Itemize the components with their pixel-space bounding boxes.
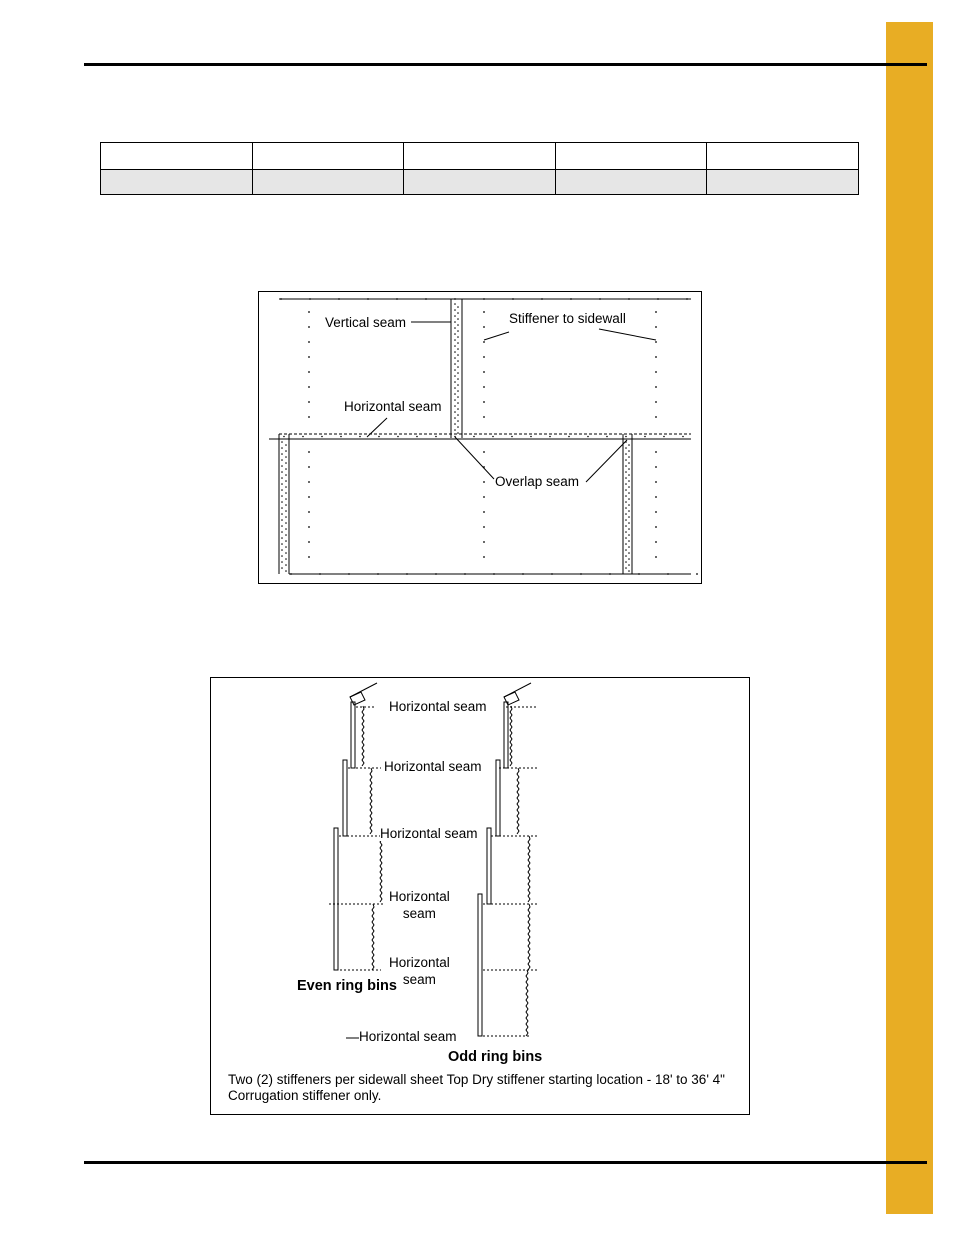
- bolt-hole: [625, 531, 627, 533]
- horizontal-seam-label: Horizontal seam: [389, 955, 450, 987]
- bolt-hole: [281, 567, 283, 569]
- bolt-hole: [625, 483, 627, 485]
- chapter-side-tab: [886, 22, 933, 1214]
- bolt-hole: [281, 483, 283, 485]
- sidewall-sheet: [372, 904, 374, 970]
- bolt-hole: [285, 498, 287, 500]
- bolt-hole: [308, 556, 310, 558]
- bolt-hole: [628, 456, 630, 458]
- bolt-hole: [655, 526, 657, 528]
- bolt-hole: [483, 496, 485, 498]
- bolt-hole: [308, 341, 310, 343]
- bolt-hole: [483, 311, 485, 313]
- bolt-hole: [655, 466, 657, 468]
- bolt-hole: [457, 396, 459, 398]
- bolt-hole: [628, 444, 630, 446]
- bolt-hole: [340, 436, 342, 438]
- bolt-hole: [285, 462, 287, 464]
- bolt-hole: [457, 408, 459, 410]
- seam-diagram-figure: [258, 291, 702, 584]
- bolt-hole: [285, 510, 287, 512]
- bolt-hole: [378, 436, 380, 438]
- bolt-hole: [655, 326, 657, 328]
- bolt-hole: [628, 534, 630, 536]
- bolt-hole: [308, 511, 310, 513]
- bolt-hole: [483, 416, 485, 418]
- bolt-hole: [457, 402, 459, 404]
- bolt-hole: [454, 387, 456, 389]
- bolt-hole: [625, 447, 627, 449]
- table-header-cell: [707, 143, 859, 170]
- bolt-hole: [454, 363, 456, 365]
- bolt-hole: [457, 342, 459, 344]
- bolt-hole: [454, 321, 456, 323]
- stiffener-bar: [478, 894, 482, 1036]
- bolt-hole: [483, 511, 485, 513]
- bolt-hole: [628, 462, 630, 464]
- bolt-hole: [308, 356, 310, 358]
- stiffener-bar: [343, 760, 347, 836]
- bolt-hole: [308, 541, 310, 543]
- bolt-hole: [285, 558, 287, 560]
- bolt-hole: [655, 481, 657, 483]
- horizontal-seam-label: Horizontal seam: [389, 699, 487, 714]
- bolt-hole: [625, 567, 627, 569]
- bolt-hole: [568, 436, 570, 438]
- bolt-hole: [655, 356, 657, 358]
- bolt-hole: [655, 541, 657, 543]
- bolt-hole: [483, 371, 485, 373]
- bolt-hole: [302, 436, 304, 438]
- bolt-hole: [483, 356, 485, 358]
- sidewall-sheet: [517, 768, 519, 834]
- bolt-hole: [655, 511, 657, 513]
- bolt-hole: [281, 549, 283, 551]
- bolt-hole: [281, 465, 283, 467]
- sidewall-sheet: [380, 836, 382, 902]
- bolt-hole: [454, 429, 456, 431]
- bolt-hole: [454, 351, 456, 353]
- bolt-hole: [281, 519, 283, 521]
- bolt-hole: [397, 436, 399, 438]
- bolt-hole: [308, 386, 310, 388]
- bolt-hole: [606, 436, 608, 438]
- bolt-hole: [308, 326, 310, 328]
- vertical-seam-label: Vertical seam: [325, 315, 407, 330]
- bolt-hole: [628, 510, 630, 512]
- bolt-hole: [285, 522, 287, 524]
- bolt-hole: [628, 570, 630, 572]
- bolt-hole: [628, 480, 630, 482]
- bolt-hole: [457, 384, 459, 386]
- sidewall-sheet: [370, 768, 372, 834]
- bolt-hole: [625, 465, 627, 467]
- bolt-hole: [454, 399, 456, 401]
- bolt-hole: [655, 386, 657, 388]
- bolt-hole: [454, 327, 456, 329]
- bolt-hole: [457, 318, 459, 320]
- bolt-hole: [628, 552, 630, 554]
- bolt-hole: [281, 537, 283, 539]
- bolt-hole: [625, 471, 627, 473]
- stiffener-bar: [504, 702, 508, 768]
- bolt-hole: [457, 414, 459, 416]
- bolt-hole: [628, 522, 630, 524]
- bolt-hole: [625, 453, 627, 455]
- bolt-hole: [457, 390, 459, 392]
- bolt-hole: [625, 436, 627, 438]
- bolt-hole: [454, 393, 456, 395]
- bolt-hole: [628, 450, 630, 452]
- bolt-hole: [308, 416, 310, 418]
- bolt-hole: [454, 375, 456, 377]
- bolt-hole: [285, 564, 287, 566]
- horizontal-seam-label: Horizontal seam: [389, 889, 450, 921]
- bolt-hole: [625, 489, 627, 491]
- bolt-hole: [285, 570, 287, 572]
- bolt-hole: [457, 312, 459, 314]
- stiffener-bar: [487, 828, 491, 904]
- bolt-hole: [281, 489, 283, 491]
- bolt-hole: [655, 341, 657, 343]
- bolt-hole: [457, 306, 459, 308]
- stiffener-to-sidewall-label: Stiffener to sidewall: [509, 311, 626, 326]
- bolt-hole: [308, 526, 310, 528]
- bolt-hole: [454, 423, 456, 425]
- bolt-hole: [625, 543, 627, 545]
- bolt-hole: [454, 417, 456, 419]
- bolt-hole: [628, 498, 630, 500]
- bolt-hole: [530, 436, 532, 438]
- table-row: [101, 170, 859, 195]
- bolt-hole: [457, 378, 459, 380]
- bolt-hole: [281, 459, 283, 461]
- horizontal-seam-label: Horizontal seam: [380, 826, 478, 841]
- bolt-hole: [359, 436, 361, 438]
- bolt-hole: [281, 561, 283, 563]
- even-ring-bins-label: Even ring bins: [297, 978, 397, 994]
- bolt-hole: [308, 451, 310, 453]
- bolt-hole: [454, 309, 456, 311]
- bolt-hole: [285, 528, 287, 530]
- bolt-hole: [285, 486, 287, 488]
- bolt-hole: [416, 436, 418, 438]
- bolt-hole: [308, 401, 310, 403]
- bolt-hole: [281, 555, 283, 557]
- bolt-hole: [457, 324, 459, 326]
- stiffener-placement-figure: [210, 677, 750, 1115]
- bolt-hole: [457, 330, 459, 332]
- bolt-hole: [663, 436, 665, 438]
- bolt-hole: [281, 513, 283, 515]
- stiffener-note: Two (2) stiffeners per sidewall sheet Top Dry stiffener starting location - 18' to 36' 4" Corrugation stiffener only.: [228, 1072, 725, 1103]
- table-cell: [404, 170, 556, 195]
- bolt-hole: [454, 333, 456, 335]
- bolt-hole: [483, 451, 485, 453]
- bolt-hole: [483, 386, 485, 388]
- bolt-hole: [281, 495, 283, 497]
- table-cell: [555, 170, 707, 195]
- bolt-hole: [483, 341, 485, 343]
- table-header-cell: [101, 143, 253, 170]
- bolt-hole: [285, 552, 287, 554]
- bolt-hole: [435, 436, 437, 438]
- bolt-hole: [625, 537, 627, 539]
- bolt-hole: [308, 311, 310, 313]
- bolt-hole: [625, 519, 627, 521]
- bolt-hole: [281, 501, 283, 503]
- bolt-hole: [628, 504, 630, 506]
- sidewall-sheet: [362, 706, 364, 766]
- bolt-hole: [625, 549, 627, 551]
- stiffener-bar: [351, 702, 355, 768]
- bolt-hole: [549, 436, 551, 438]
- bolt-hole: [281, 471, 283, 473]
- table-cell: [252, 170, 404, 195]
- bolt-hole: [285, 480, 287, 482]
- bolt-hole: [696, 573, 698, 575]
- bolt-hole: [457, 348, 459, 350]
- bolt-hole: [454, 357, 456, 359]
- bolt-hole: [457, 420, 459, 422]
- bolt-hole: [587, 436, 589, 438]
- bolt-hole: [625, 495, 627, 497]
- bolt-hole: [644, 436, 646, 438]
- bolt-hole: [483, 481, 485, 483]
- bolt-hole: [281, 477, 283, 479]
- bolt-hole: [454, 381, 456, 383]
- bolt-hole: [483, 326, 485, 328]
- bolt-hole: [321, 436, 323, 438]
- bolt-hole: [457, 336, 459, 338]
- bolt-hole: [308, 481, 310, 483]
- bolt-hole: [308, 371, 310, 373]
- bolt-hole: [511, 436, 513, 438]
- bolt-hole: [628, 540, 630, 542]
- bolt-hole: [308, 496, 310, 498]
- bolt-hole: [285, 504, 287, 506]
- bolt-hole: [454, 369, 456, 371]
- header-rule: [84, 63, 927, 66]
- bolt-hole: [457, 426, 459, 428]
- bolt-hole: [454, 303, 456, 305]
- bolt-hole: [628, 474, 630, 476]
- bolt-hole: [655, 556, 657, 558]
- bolt-hole: [285, 456, 287, 458]
- bolt-hole: [285, 546, 287, 548]
- bolt-hole: [285, 534, 287, 536]
- bolt-hole: [285, 474, 287, 476]
- bolt-hole: [483, 526, 485, 528]
- bolt-hole: [281, 543, 283, 545]
- table-header-cell: [404, 143, 556, 170]
- bolt-hole: [655, 496, 657, 498]
- table-header-cell: [252, 143, 404, 170]
- bolt-hole: [628, 564, 630, 566]
- table-header-row: [101, 143, 859, 170]
- bolt-hole: [281, 447, 283, 449]
- bolt-hole: [655, 371, 657, 373]
- seam-diagram-drawing: [259, 292, 701, 583]
- bolt-hole: [457, 360, 459, 362]
- bolt-hole: [281, 525, 283, 527]
- bolt-hole: [483, 401, 485, 403]
- horizontal-seam-label: Horizontal seam: [384, 759, 482, 774]
- bolt-hole: [628, 492, 630, 494]
- bolt-hole: [454, 345, 456, 347]
- bolt-hole: [454, 315, 456, 317]
- bolt-hole: [454, 411, 456, 413]
- bolt-hole: [655, 451, 657, 453]
- bolt-hole: [628, 516, 630, 518]
- bolt-hole: [281, 453, 283, 455]
- bolt-hole: [285, 540, 287, 542]
- bolt-hole: [628, 546, 630, 548]
- bolt-hole: [457, 366, 459, 368]
- stiffener-bar: [496, 760, 500, 836]
- horizontal-seam-label: Horizontal seam: [344, 399, 442, 414]
- bolt-hole: [285, 450, 287, 452]
- sidewall-sheet: [526, 970, 528, 1036]
- bolt-hole: [308, 466, 310, 468]
- bolt-hole: [281, 441, 283, 443]
- bolt-hole: [625, 477, 627, 479]
- bolt-hole: [492, 436, 494, 438]
- table-cell: [101, 170, 253, 195]
- footer-rule: [84, 1161, 927, 1164]
- bolt-hole: [285, 444, 287, 446]
- bolt-hole: [457, 372, 459, 374]
- horizontal-seam-label: Horizontal seam: [359, 1029, 457, 1044]
- bolt-hole: [457, 432, 459, 434]
- sidewall-sheet: [510, 706, 512, 766]
- sidewall-sheet: [528, 836, 530, 902]
- overlap-seam-label: Overlap seam: [495, 474, 580, 489]
- bolt-hole: [281, 531, 283, 533]
- sidewall-sheet: [528, 904, 530, 970]
- bolt-hole: [628, 468, 630, 470]
- bolt-hole: [628, 486, 630, 488]
- bolt-hole: [655, 401, 657, 403]
- table-header-cell: [555, 143, 707, 170]
- bolt-hole: [655, 416, 657, 418]
- bolt-hole: [285, 516, 287, 518]
- bolt-hole: [655, 311, 657, 313]
- bolt-hole: [483, 556, 485, 558]
- stiffener-bar: [334, 828, 338, 970]
- bolt-hole: [457, 354, 459, 356]
- spec-table: [100, 142, 859, 195]
- bolt-hole: [628, 528, 630, 530]
- bolt-hole: [625, 513, 627, 515]
- odd-ring-bins-label: Odd ring bins: [448, 1049, 543, 1065]
- bolt-hole: [682, 436, 684, 438]
- bolt-hole: [283, 436, 285, 438]
- bolt-hole: [625, 561, 627, 563]
- table-cell: [707, 170, 859, 195]
- bolt-hole: [285, 468, 287, 470]
- bolt-hole: [473, 436, 475, 438]
- bolt-hole: [281, 507, 283, 509]
- bolt-hole: [454, 405, 456, 407]
- bolt-hole: [285, 492, 287, 494]
- bolt-hole: [625, 459, 627, 461]
- bolt-hole: [625, 501, 627, 503]
- bolt-hole: [454, 339, 456, 341]
- bolt-hole: [625, 555, 627, 557]
- bolt-hole: [625, 507, 627, 509]
- bolt-hole: [483, 541, 485, 543]
- bolt-hole: [625, 525, 627, 527]
- bolt-hole: [628, 558, 630, 560]
